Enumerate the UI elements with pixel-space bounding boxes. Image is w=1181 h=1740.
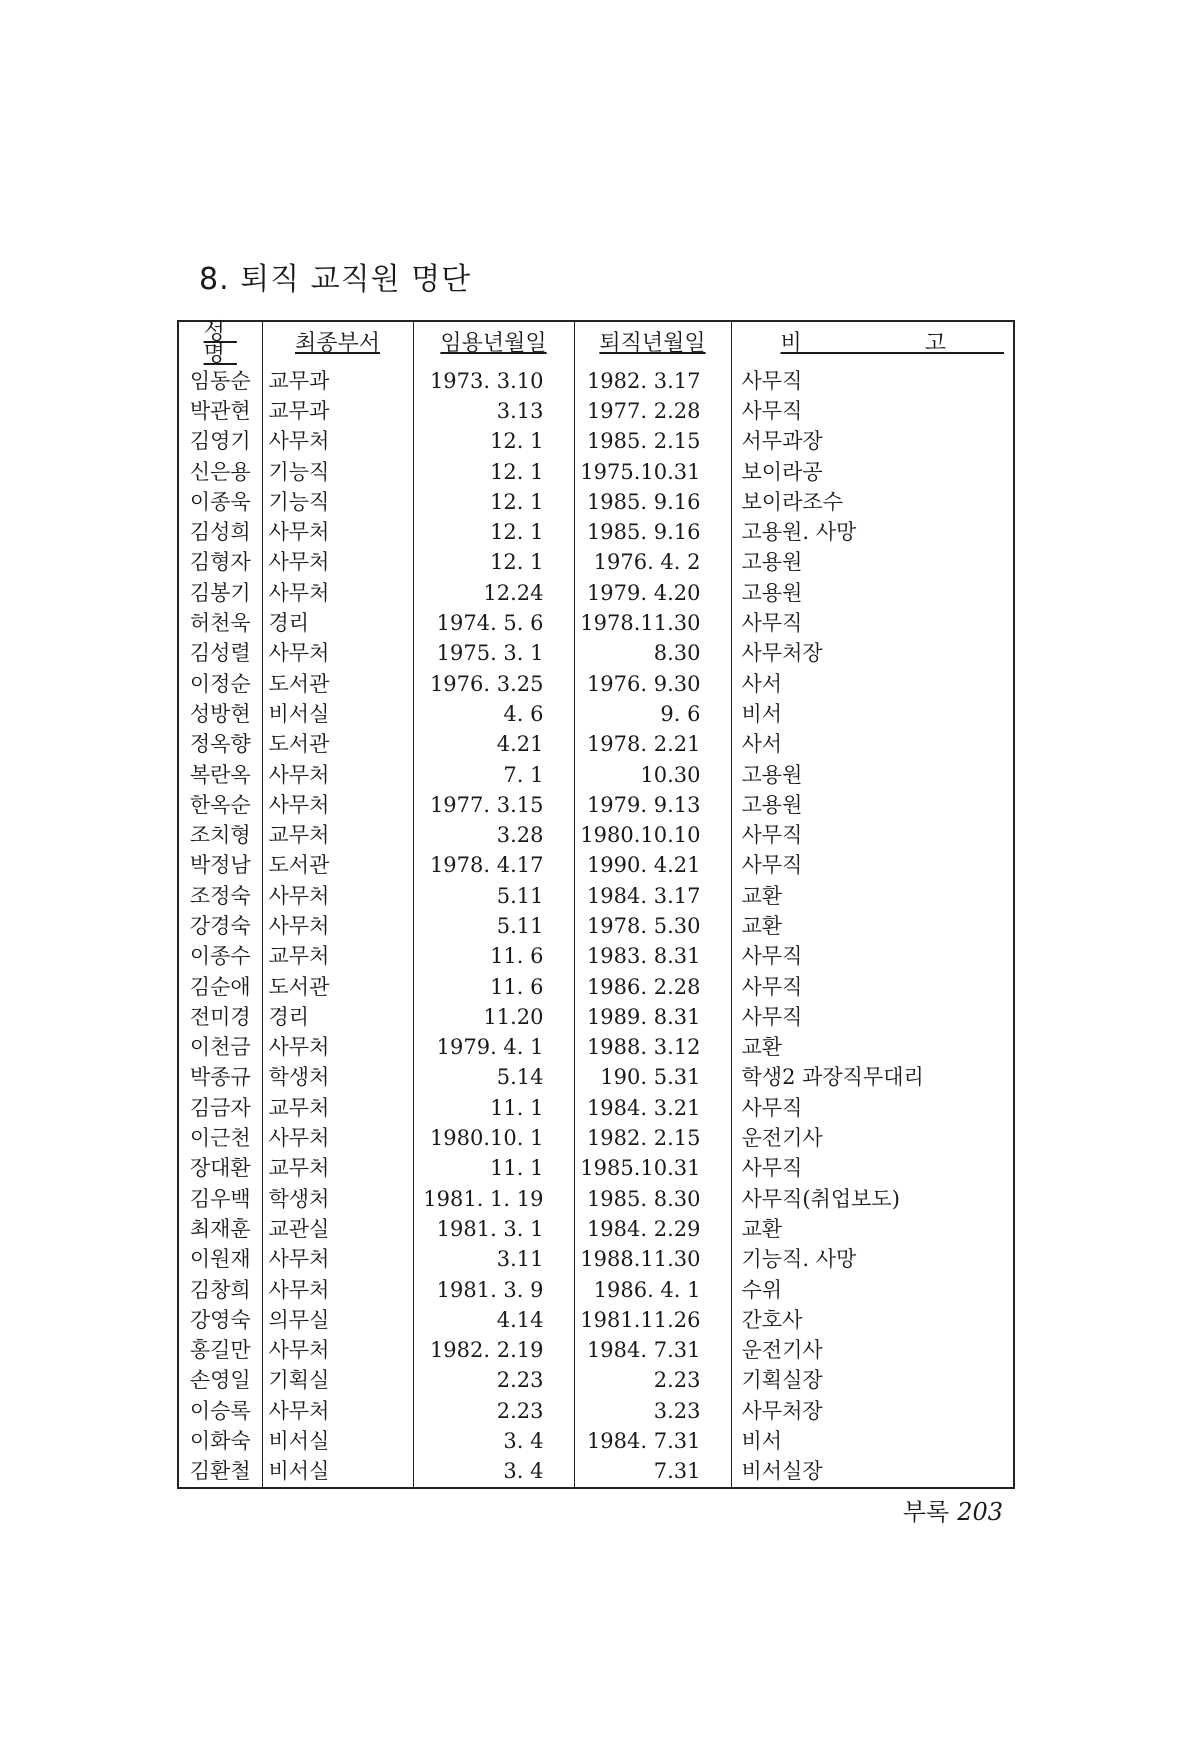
cell-hire-date: 1974. 5. 6 bbox=[413, 608, 574, 638]
table-row bbox=[178, 517, 1014, 547]
cell-remarks: 고용원. 사망 bbox=[731, 517, 1014, 547]
table-body bbox=[178, 366, 1014, 1488]
cell-remarks: 학생2 과장직무대리 bbox=[731, 1063, 1014, 1093]
table-row bbox=[178, 699, 1014, 729]
header-retire-date: 퇴직년월일 bbox=[574, 321, 731, 366]
cell-retire-date: 1977. 2.28 bbox=[574, 396, 731, 426]
cell-department: 기능직 bbox=[262, 457, 413, 487]
cell-retire-date: 1978. 2.21 bbox=[574, 730, 731, 760]
table-row bbox=[178, 972, 1014, 1002]
cell-hire-date: 3.11 bbox=[413, 1245, 574, 1275]
cell-name: 전미경 bbox=[189, 1004, 251, 1029]
cell-name: 조치형 bbox=[189, 823, 251, 848]
table-row bbox=[178, 1033, 1014, 1063]
cell-hire-date: 12. 1 bbox=[413, 427, 574, 457]
cell-retire-date: 1988.11.30 bbox=[574, 1245, 731, 1275]
cell-hire-date: 1975. 3. 1 bbox=[413, 639, 574, 669]
cell-name: 김성희 bbox=[189, 520, 251, 545]
cell-retire-date: 1985. 9.16 bbox=[574, 487, 731, 517]
header-department: 최종부서 bbox=[262, 321, 413, 366]
table-row bbox=[178, 639, 1014, 669]
cell-department: 도서관 bbox=[262, 851, 413, 881]
table-row bbox=[178, 366, 1014, 396]
cell-retire-date: 1984. 3.17 bbox=[574, 881, 731, 911]
cell-department: 교무처 bbox=[262, 1154, 413, 1184]
cell-remarks: 비서 bbox=[731, 699, 1014, 729]
cell-retire-date: 1985. 8.30 bbox=[574, 1184, 731, 1214]
cell-hire-date: 1980.10. 1 bbox=[413, 1123, 574, 1153]
cell-remarks: 보이라공 bbox=[731, 457, 1014, 487]
cell-hire-date: 4.21 bbox=[413, 730, 574, 760]
cell-retire-date: 3.23 bbox=[574, 1396, 731, 1426]
table-header-row bbox=[178, 321, 1014, 366]
cell-remarks: 비서 bbox=[731, 1426, 1014, 1456]
table-row bbox=[178, 1305, 1014, 1335]
cell-hire-date: 11.20 bbox=[413, 1002, 574, 1032]
cell-hire-date: 3. 4 bbox=[413, 1426, 574, 1456]
cell-hire-date: 12. 1 bbox=[413, 487, 574, 517]
table-row bbox=[178, 942, 1014, 972]
cell-remarks: 사무직 bbox=[731, 851, 1014, 881]
cell-retire-date: 2.23 bbox=[574, 1366, 731, 1396]
cell-name: 최재훈 bbox=[189, 1216, 251, 1241]
cell-name: 홍길만 bbox=[189, 1338, 251, 1363]
cell-name: 김봉기 bbox=[189, 580, 251, 605]
cell-retire-date: 7.31 bbox=[574, 1457, 731, 1488]
cell-retire-date: 1989. 8.31 bbox=[574, 1002, 731, 1032]
cell-department: 사무처 bbox=[262, 517, 413, 547]
cell-retire-date: 1985. 2.15 bbox=[574, 427, 731, 457]
cell-remarks: 고용원 bbox=[731, 760, 1014, 790]
cell-hire-date: 11. 6 bbox=[413, 972, 574, 1002]
cell-retire-date: 1981.11.26 bbox=[574, 1305, 731, 1335]
cell-department: 기능직 bbox=[262, 487, 413, 517]
cell-remarks: 교환 bbox=[731, 881, 1014, 911]
cell-remarks: 사무처장 bbox=[731, 1396, 1014, 1426]
cell-retire-date: 1976. 4. 2 bbox=[574, 548, 731, 578]
cell-remarks: 수위 bbox=[731, 1275, 1014, 1305]
cell-name: 이정순 bbox=[189, 671, 251, 696]
table-row bbox=[178, 1123, 1014, 1153]
cell-remarks: 사무직(취업보도) bbox=[731, 1184, 1014, 1214]
table-row bbox=[178, 1336, 1014, 1366]
cell-hire-date: 4. 6 bbox=[413, 699, 574, 729]
table-row bbox=[178, 790, 1014, 820]
cell-retire-date: 1979. 4.20 bbox=[574, 578, 731, 608]
cell-department: 비서실 bbox=[262, 699, 413, 729]
cell-retire-date: 1976. 9.30 bbox=[574, 669, 731, 699]
cell-retire-date: 1985.10.31 bbox=[574, 1154, 731, 1184]
cell-remarks: 교환 bbox=[731, 1033, 1014, 1063]
cell-hire-date: 1973. 3.10 bbox=[413, 366, 574, 396]
cell-retire-date: 1975.10.31 bbox=[574, 457, 731, 487]
cell-name: 성방현 bbox=[189, 701, 251, 726]
table-row bbox=[178, 1002, 1014, 1032]
cell-name: 허천욱 bbox=[189, 611, 251, 636]
cell-hire-date: 2.23 bbox=[413, 1396, 574, 1426]
cell-hire-date: 1981. 3. 1 bbox=[413, 1214, 574, 1244]
cell-department: 학생처 bbox=[262, 1063, 413, 1093]
cell-name: 이원재 bbox=[189, 1247, 251, 1272]
cell-department: 도서관 bbox=[262, 669, 413, 699]
cell-retire-date: 8.30 bbox=[574, 639, 731, 669]
cell-department: 경리 bbox=[262, 608, 413, 638]
header-name: 성 명 bbox=[178, 321, 262, 366]
cell-remarks: 사무직 bbox=[731, 942, 1014, 972]
cell-remarks: 기능직. 사망 bbox=[731, 1245, 1014, 1275]
cell-department: 의무실 bbox=[262, 1305, 413, 1335]
cell-retire-date: 10.30 bbox=[574, 760, 731, 790]
table-row bbox=[178, 1426, 1014, 1456]
cell-hire-date: 4.14 bbox=[413, 1305, 574, 1335]
cell-department: 사무처 bbox=[262, 427, 413, 457]
table-row bbox=[178, 1396, 1014, 1426]
cell-remarks: 보이라조수 bbox=[731, 487, 1014, 517]
cell-retire-date: 1979. 9.13 bbox=[574, 790, 731, 820]
page-number: 203 bbox=[957, 1498, 1003, 1526]
table-row bbox=[178, 457, 1014, 487]
cell-department: 사무처 bbox=[262, 1336, 413, 1366]
cell-name: 강경숙 bbox=[189, 913, 251, 938]
cell-hire-date: 5.14 bbox=[413, 1063, 574, 1093]
header-remarks: 비 고 bbox=[731, 321, 1014, 366]
cell-name: 복란옥 bbox=[189, 762, 251, 787]
header-hire-date: 임용년월일 bbox=[413, 321, 574, 366]
cell-name: 정옥향 bbox=[189, 732, 251, 757]
cell-department: 사무처 bbox=[262, 548, 413, 578]
cell-department: 도서관 bbox=[262, 730, 413, 760]
cell-remarks: 운전기사 bbox=[731, 1123, 1014, 1153]
cell-retire-date: 1978. 5.30 bbox=[574, 911, 731, 941]
cell-hire-date: 1981. 1. 19 bbox=[413, 1184, 574, 1214]
cell-hire-date: 1982. 2.19 bbox=[413, 1336, 574, 1366]
cell-department: 도서관 bbox=[262, 972, 413, 1002]
cell-name: 김순애 bbox=[189, 974, 251, 999]
cell-department: 사무처 bbox=[262, 1396, 413, 1426]
table-row bbox=[178, 1184, 1014, 1214]
cell-hire-date: 1978. 4.17 bbox=[413, 851, 574, 881]
cell-retire-date: 1990. 4.21 bbox=[574, 851, 731, 881]
table-row bbox=[178, 730, 1014, 760]
cell-department: 비서실 bbox=[262, 1457, 413, 1488]
cell-remarks: 사무처장 bbox=[731, 639, 1014, 669]
cell-department: 사무처 bbox=[262, 1245, 413, 1275]
cell-retire-date: 1984. 2.29 bbox=[574, 1214, 731, 1244]
cell-hire-date: 3.28 bbox=[413, 820, 574, 850]
cell-department: 교무과 bbox=[262, 366, 413, 396]
cell-department: 사무처 bbox=[262, 1275, 413, 1305]
table-row bbox=[178, 608, 1014, 638]
cell-name: 박종규 bbox=[189, 1065, 251, 1090]
cell-hire-date: 1981. 3. 9 bbox=[413, 1275, 574, 1305]
table-row bbox=[178, 820, 1014, 850]
cell-hire-date: 5.11 bbox=[413, 881, 574, 911]
table-row bbox=[178, 427, 1014, 457]
cell-name: 이승록 bbox=[189, 1398, 251, 1423]
cell-name: 김창희 bbox=[189, 1277, 251, 1302]
table-row bbox=[178, 881, 1014, 911]
cell-name: 강영숙 bbox=[189, 1307, 251, 1332]
retired-staff-table bbox=[177, 320, 1015, 1489]
cell-hire-date: 1979. 4. 1 bbox=[413, 1033, 574, 1063]
cell-retire-date: 1985. 9.16 bbox=[574, 517, 731, 547]
cell-remarks: 사무직 bbox=[731, 1002, 1014, 1032]
table-row bbox=[178, 669, 1014, 699]
cell-department: 경리 bbox=[262, 1002, 413, 1032]
table-row bbox=[178, 487, 1014, 517]
cell-retire-date: 1980.10.10 bbox=[574, 820, 731, 850]
cell-name: 김영기 bbox=[189, 429, 251, 454]
cell-name: 조정숙 bbox=[189, 883, 251, 908]
cell-department: 교무처 bbox=[262, 942, 413, 972]
cell-hire-date: 12.24 bbox=[413, 578, 574, 608]
cell-retire-date: 1988. 3.12 bbox=[574, 1033, 731, 1063]
cell-name: 박관현 bbox=[189, 398, 251, 423]
cell-retire-date: 1986. 4. 1 bbox=[574, 1275, 731, 1305]
cell-remarks: 사무직 bbox=[731, 608, 1014, 638]
cell-retire-date: 1982. 2.15 bbox=[574, 1123, 731, 1153]
table-row bbox=[178, 1275, 1014, 1305]
cell-name: 김금자 bbox=[189, 1095, 251, 1120]
cell-remarks: 고용원 bbox=[731, 548, 1014, 578]
cell-hire-date: 5.11 bbox=[413, 911, 574, 941]
table-row bbox=[178, 1093, 1014, 1123]
cell-remarks: 비서실장 bbox=[731, 1457, 1014, 1488]
cell-department: 사무처 bbox=[262, 1123, 413, 1153]
cell-name: 장대환 bbox=[189, 1156, 251, 1181]
cell-name: 임동순 bbox=[189, 368, 251, 393]
cell-name: 김형자 bbox=[189, 550, 251, 575]
cell-retire-date: 1983. 8.31 bbox=[574, 942, 731, 972]
cell-remarks: 운전기사 bbox=[731, 1336, 1014, 1366]
cell-remarks: 사서 bbox=[731, 669, 1014, 699]
cell-department: 교무처 bbox=[262, 820, 413, 850]
cell-name: 김우백 bbox=[189, 1186, 251, 1211]
cell-hire-date: 1977. 3.15 bbox=[413, 790, 574, 820]
cell-retire-date: 1978.11.30 bbox=[574, 608, 731, 638]
cell-remarks: 간호사 bbox=[731, 1305, 1014, 1335]
cell-department: 사무처 bbox=[262, 578, 413, 608]
table-row bbox=[178, 578, 1014, 608]
table-row bbox=[178, 851, 1014, 881]
cell-department: 기획실 bbox=[262, 1366, 413, 1396]
cell-remarks: 사무직 bbox=[731, 1093, 1014, 1123]
cell-retire-date: 9. 6 bbox=[574, 699, 731, 729]
cell-hire-date: 12. 1 bbox=[413, 548, 574, 578]
cell-hire-date: 3.13 bbox=[413, 396, 574, 426]
cell-hire-date: 11. 6 bbox=[413, 942, 574, 972]
cell-department: 사무처 bbox=[262, 760, 413, 790]
cell-name: 이근천 bbox=[189, 1126, 251, 1151]
cell-remarks: 사무직 bbox=[731, 396, 1014, 426]
table-row bbox=[178, 1245, 1014, 1275]
cell-name: 김성렬 bbox=[189, 641, 251, 666]
cell-department: 교관실 bbox=[262, 1214, 413, 1244]
cell-department: 사무처 bbox=[262, 1033, 413, 1063]
page-footer bbox=[903, 1492, 1003, 1527]
cell-retire-date: 1984. 3.21 bbox=[574, 1093, 731, 1123]
cell-hire-date: 11. 1 bbox=[413, 1154, 574, 1184]
cell-retire-date: 1984. 7.31 bbox=[574, 1336, 731, 1366]
cell-remarks: 사무직 bbox=[731, 1154, 1014, 1184]
cell-remarks: 사무직 bbox=[731, 366, 1014, 396]
cell-retire-date: 190. 5.31 bbox=[574, 1063, 731, 1093]
cell-remarks: 교환 bbox=[731, 1214, 1014, 1244]
cell-department: 사무처 bbox=[262, 911, 413, 941]
cell-name: 김환철 bbox=[189, 1459, 251, 1484]
cell-hire-date: 3. 4 bbox=[413, 1457, 574, 1488]
cell-hire-date: 11. 1 bbox=[413, 1093, 574, 1123]
table-row bbox=[178, 911, 1014, 941]
table-row bbox=[178, 1366, 1014, 1396]
footer-section: 부록 bbox=[902, 1498, 950, 1526]
table-row bbox=[178, 1214, 1014, 1244]
cell-name: 박정남 bbox=[189, 853, 251, 878]
cell-department: 교무처 bbox=[262, 1093, 413, 1123]
cell-retire-date: 1982. 3.17 bbox=[574, 366, 731, 396]
cell-department: 사무처 bbox=[262, 881, 413, 911]
cell-hire-date: 2.23 bbox=[413, 1366, 574, 1396]
cell-name: 한옥순 bbox=[189, 792, 251, 817]
cell-retire-date: 1986. 2.28 bbox=[574, 972, 731, 1002]
cell-retire-date: 1984. 7.31 bbox=[574, 1426, 731, 1456]
cell-name: 이종수 bbox=[189, 944, 251, 969]
cell-remarks: 교환 bbox=[731, 911, 1014, 941]
cell-remarks: 사무직 bbox=[731, 972, 1014, 1002]
cell-hire-date: 12. 1 bbox=[413, 517, 574, 547]
cell-name: 이천금 bbox=[189, 1035, 251, 1060]
cell-department: 비서실 bbox=[262, 1426, 413, 1456]
table-row bbox=[178, 760, 1014, 790]
cell-remarks: 기획실장 bbox=[731, 1366, 1014, 1396]
cell-remarks: 고용원 bbox=[731, 790, 1014, 820]
cell-name: 신은용 bbox=[189, 459, 251, 484]
cell-name: 이종욱 bbox=[189, 489, 251, 514]
cell-hire-date: 7. 1 bbox=[413, 760, 574, 790]
cell-department: 사무처 bbox=[262, 790, 413, 820]
cell-remarks: 서무과장 bbox=[731, 427, 1014, 457]
cell-hire-date: 1976. 3.25 bbox=[413, 669, 574, 699]
cell-department: 교무과 bbox=[262, 396, 413, 426]
cell-name: 손영일 bbox=[189, 1368, 251, 1393]
cell-remarks: 사무직 bbox=[731, 820, 1014, 850]
table-row bbox=[178, 548, 1014, 578]
cell-remarks: 고용원 bbox=[731, 578, 1014, 608]
cell-name: 이화숙 bbox=[189, 1429, 251, 1454]
cell-department: 사무처 bbox=[262, 639, 413, 669]
table-row bbox=[178, 1063, 1014, 1093]
cell-department: 학생처 bbox=[262, 1184, 413, 1214]
cell-hire-date: 12. 1 bbox=[413, 457, 574, 487]
page-title: 8. 퇴직 교직원 명단 bbox=[199, 262, 472, 297]
table-row bbox=[178, 1457, 1014, 1488]
cell-remarks: 사서 bbox=[731, 730, 1014, 760]
table-row bbox=[178, 1154, 1014, 1184]
table-row bbox=[178, 396, 1014, 426]
